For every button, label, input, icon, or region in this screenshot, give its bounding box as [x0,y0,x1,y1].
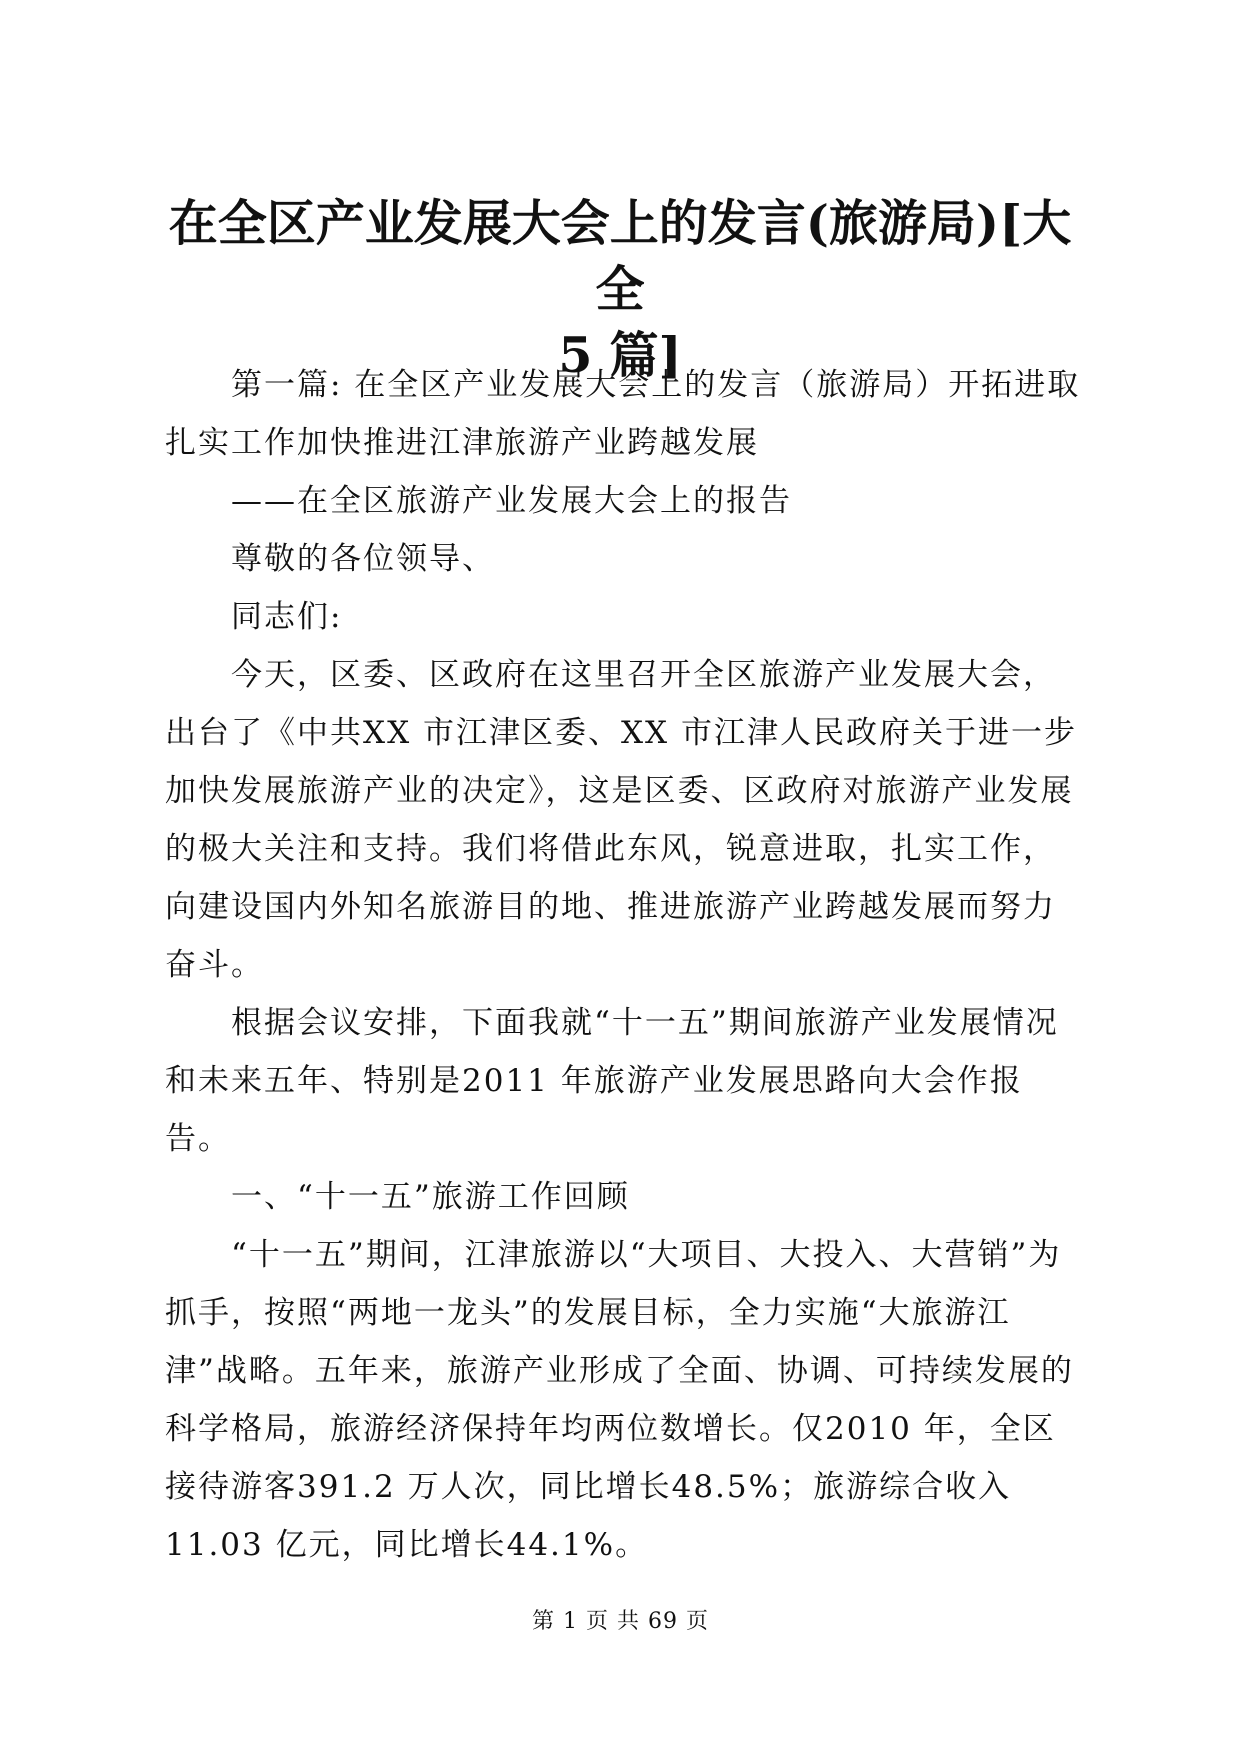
paragraph-salutation-2: 同志们: [231,599,343,635]
page-footer: 第 1 页 共 69 页 [532,1609,709,1634]
paragraph-review: “十一五”期间，江津旅游以“大项目、大投入、大营销”为抓手，按照“两地一龙头”的发展目标，全力实施“大旅游江津”战略。五年来，旅游产业形成了全面、协调、可持续发展的科学格局，旅游经济保持年均两位数增长。仅2010 年，全区接待游客391.2 万人次，同比增长48.5%；旅游综合收入11.03 亿元，同比增长44.1%。 [165,1237,1074,1563]
paragraph-intro: 今天，区委、区政府在这里召开全区旅游产业发展大会，出台了《中共XX 市江津区委、XX 市江津人民政府关于进一步加快发展旅游产业的决定》，这是区委、区政府对旅游产业发展的极大关注和支持。我们将借此东风，锐意进取，扎实工作，向建设国内外知名旅游目的地、推进旅游产业跨越发展而努力奋斗。 [165,657,1077,983]
paragraph-agenda: 根据会议安排，下面我就“十一五”期间旅游产业发展情况和未来五年、特别是2011 年旅游产业发展思路向大会作报告。 [165,1005,1059,1157]
paragraph-section-heading: 第一篇: 在全区产业发展大会上的发言（旅游局）开拓进取扎实工作加快推进江津旅游产业跨越发展 [165,367,1081,461]
title-line-1: 在全区产业发展大会上的发言(旅游局)[大全 [168,194,1072,318]
paragraph-heading-review: 一、“十一五”旅游工作回顾 [231,1179,630,1215]
paragraph-subtitle: ——在全区旅游产业发展大会上的报告 [231,483,792,519]
document-body [165,356,1085,1574]
paragraph-salutation: 尊敬的各位领导、 [231,541,495,577]
title-line-2: 5 篇] [558,326,682,384]
